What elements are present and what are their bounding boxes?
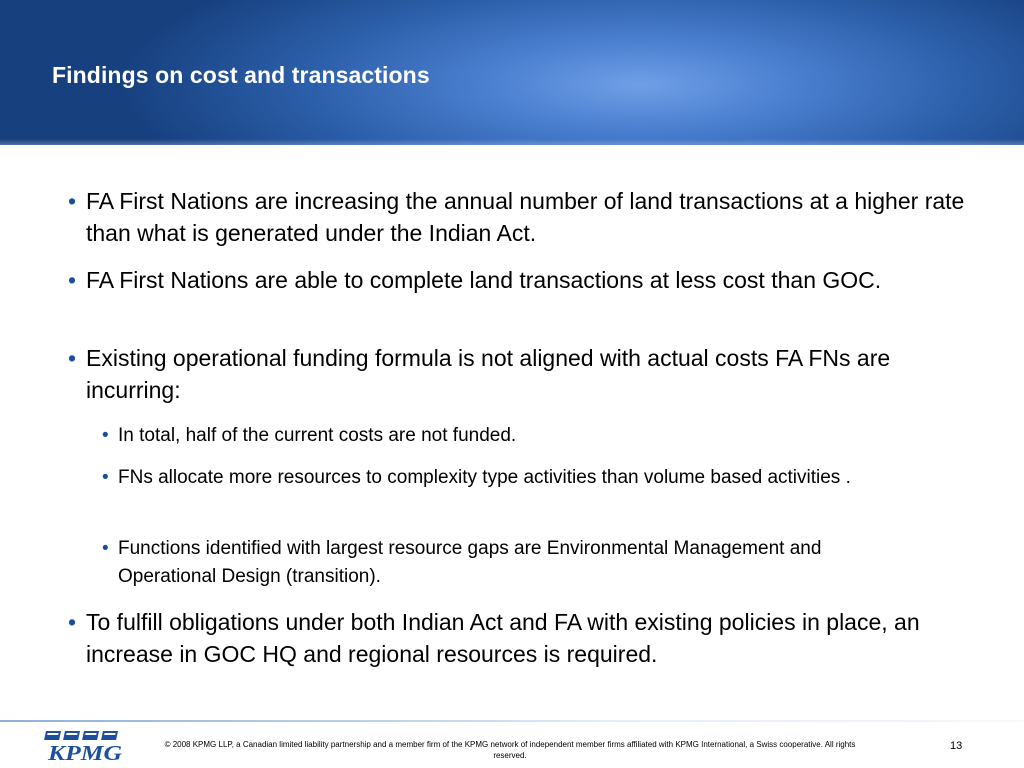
bullet-dot-icon: •: [68, 188, 77, 214]
bullet-item: [68, 185, 986, 249]
bullet-dot-icon: •: [102, 425, 109, 446]
bullet-dot-icon: •: [102, 467, 109, 488]
bullet-dot-icon: •: [68, 345, 77, 371]
bullet-item: [68, 342, 986, 406]
bullet-dot-icon: •: [68, 267, 77, 293]
bullet-item: [68, 606, 986, 670]
copyright-notice: © 2008 KPMG LLP, a Canadian limited liability partnership and a member firm of the KPMG network of independent member firms affiliated with KPMG International, a Swiss cooperative. All rights reserved.: [164, 740, 856, 760]
kpmg-logo: [44, 731, 124, 763]
bullet-text: Existing operational funding formula is not aligned with actual costs FA FNs are incurring:: [86, 345, 891, 403]
bullet-text: To fulfill obligations under both Indian Act and FA with existing policies in place, an increase in GOC HQ and regional resources is required.: [86, 609, 920, 667]
logo-text: KPMG: [46, 741, 122, 763]
bullet-text: In total, half of the current costs are not funded.: [118, 425, 517, 446]
bullet-text: FA First Nations are able to complete land transactions at less cost than GOC.: [86, 267, 882, 293]
slide-title: Findings on cost and transactions: [52, 62, 430, 88]
page-number: 13: [950, 740, 963, 752]
bullet-dot-icon: •: [68, 609, 77, 635]
sub-bullet-item: [102, 464, 938, 492]
bullet-text: FA First Nations are increasing the annual number of land transactions at a higher rate than what is generated under the Indian Act.: [86, 188, 965, 246]
footer-divider: [0, 720, 1024, 722]
bullet-text: FNs allocate more resources to complexity type activities than volume based activities .: [118, 467, 851, 488]
sub-bullet-item: [102, 422, 978, 450]
sub-bullet-item: [102, 535, 898, 591]
bullet-dot-icon: •: [102, 538, 109, 559]
bullet-item: [68, 264, 986, 296]
title-banner: [0, 0, 1024, 145]
bullet-text: Functions identified with largest resource gaps are Environmental Management and Operational Design (transition).: [118, 538, 822, 587]
